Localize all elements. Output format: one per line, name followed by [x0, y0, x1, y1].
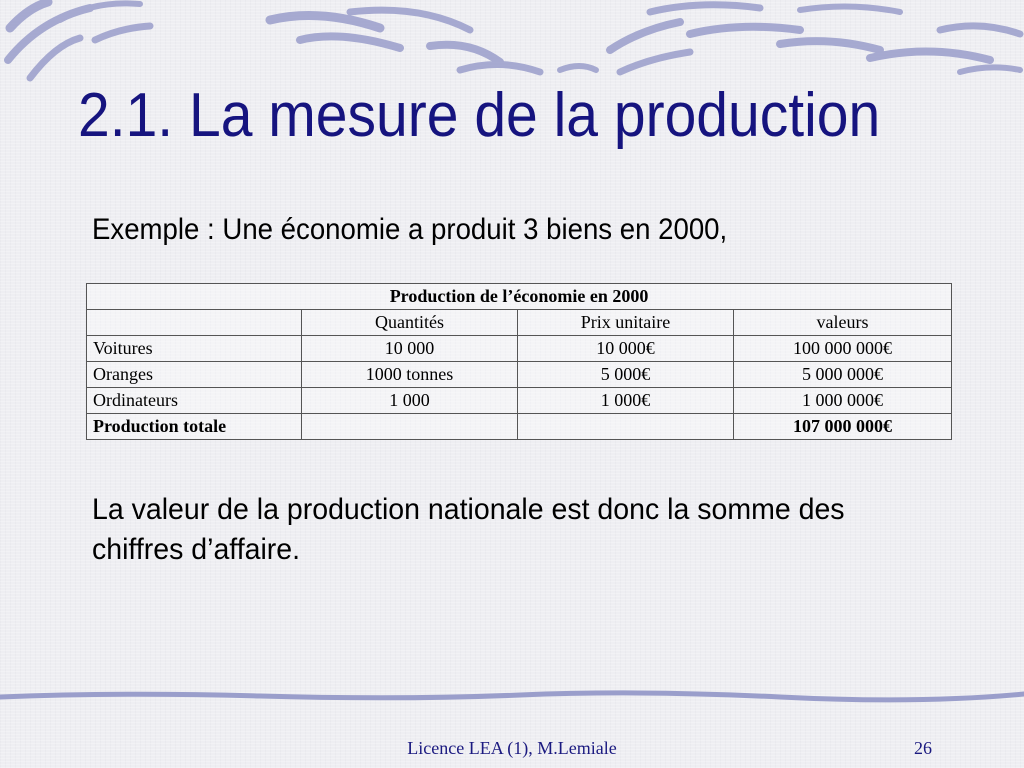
table-caption: Production de l’économie en 2000 [87, 284, 952, 310]
slide-title: 2.1. La mesure de la production [78, 81, 881, 150]
table-row [87, 362, 952, 388]
quantity-cell: 1 000 [302, 388, 518, 414]
decorative-bottom-rule [0, 688, 1024, 704]
slide-footer: Licence LEA (1), M.Lemiale [407, 738, 617, 758]
page-number: 26 [914, 738, 932, 758]
total-value-cell: 107 000 000€ [734, 414, 952, 440]
table-header-row [87, 310, 952, 336]
unit-price-cell: 1 000€ [518, 388, 734, 414]
decorative-top-border [0, 0, 1024, 85]
unit-price-cell: 5 000€ [518, 362, 734, 388]
conclusion-text: La valeur de la production nationale est donc la somme des chiffres d’affaire. [92, 493, 845, 566]
header-cell-valeurs: valeurs [734, 310, 952, 336]
unit-price-cell: 10 000€ [518, 336, 734, 362]
total-unit-price-cell [518, 414, 734, 440]
header-cell-quantites: Quantités [302, 310, 518, 336]
table-row [87, 388, 952, 414]
value-cell: 100 000 000€ [734, 336, 952, 362]
header-cell-prix-unitaire: Prix unitaire [518, 310, 734, 336]
production-table [86, 283, 952, 440]
example-intro: Exemple : Une économie a produit 3 biens en 2000, [92, 213, 728, 246]
row-label: Ordinateurs [87, 388, 302, 414]
quantity-cell: 10 000 [302, 336, 518, 362]
header-cell-empty [87, 310, 302, 336]
total-label: Production totale [87, 414, 302, 440]
table-row [87, 336, 952, 362]
row-label: Oranges [87, 362, 302, 388]
value-cell: 1 000 000€ [734, 388, 952, 414]
row-label: Voitures [87, 336, 302, 362]
table-total-row [87, 414, 952, 440]
value-cell: 5 000 000€ [734, 362, 952, 388]
total-quantity-cell [302, 414, 518, 440]
quantity-cell: 1000 tonnes [302, 362, 518, 388]
table-caption-row [87, 284, 952, 310]
